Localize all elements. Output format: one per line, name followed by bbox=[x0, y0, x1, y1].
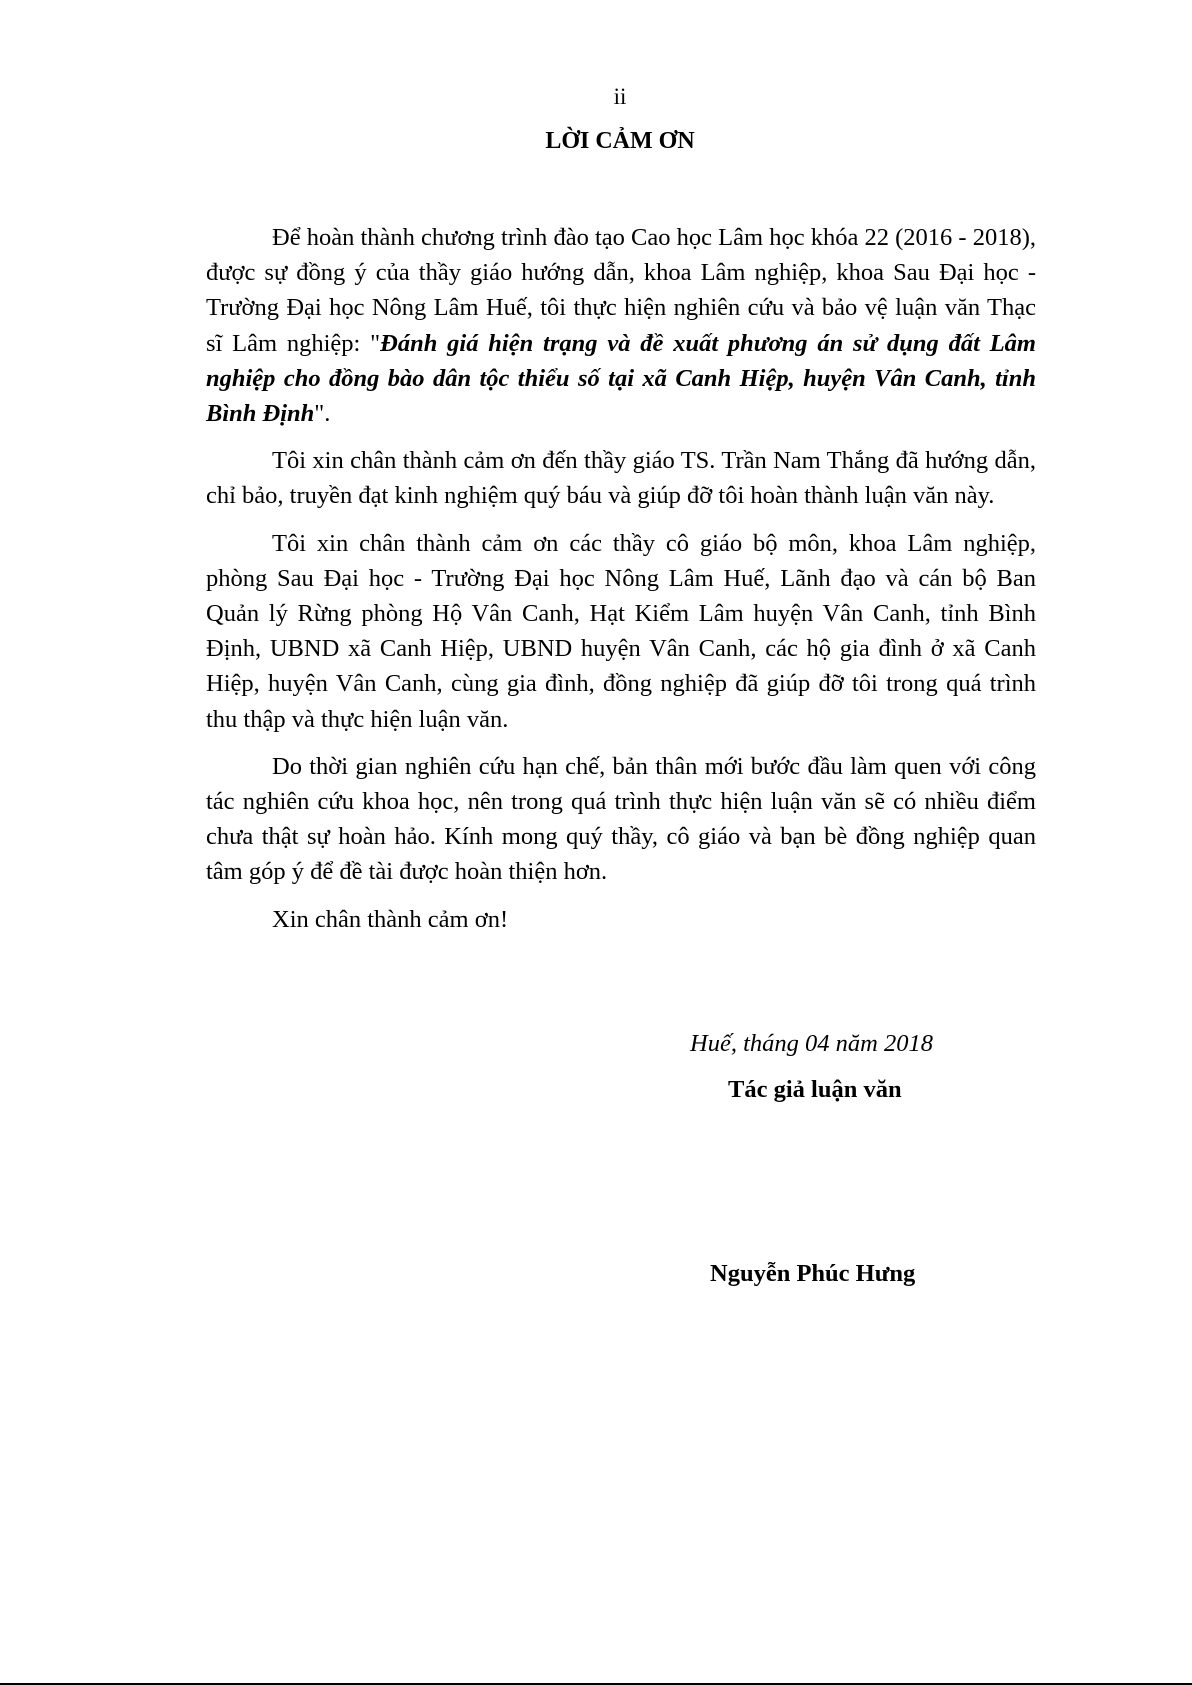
signature-role: Tác giả luận văn bbox=[728, 1076, 902, 1103]
signature-place-date: Huế, tháng 04 năm 2018 bbox=[690, 1030, 933, 1057]
thesis-title: Đánh giá hiện trạng và đề xuất phương án sử dụng đất Lâm nghiệp cho đồng bào dân tộc thiểu số tại xã Canh Hiệp, huyện Vân Canh, tỉnh Bình Định bbox=[206, 329, 1036, 428]
paragraph-intro-lead: Để hoàn thành chương trình đào tạo Cao học Lâm học khóa 22 (2016 - 2018), được sự đồng ý của thầy giáo hướng dẫn, khoa Lâm nghiệp, khoa Sau Đại học - Trường Đại học Nông Lâm Huế, tôi thực hiện nghiên cứu và bảo vệ luận văn Thạc sĩ Lâm nghiệp: " bbox=[206, 224, 1036, 357]
paragraph-intro-tail: ". bbox=[314, 400, 331, 428]
paragraph-closing: Xin chân thành cảm ơn! bbox=[272, 905, 509, 933]
paragraph-limitations: Do thời gian nghiên cứu hạn chế, bản thân mới bước đầu làm quen với công tác nghiên cứu khoa học, nên trong quá trình thực hiện luận văn sẽ có nhiều điểm chưa thật sự hoàn hảo. Kính mong quý thầy, cô giáo và bạn bè đồng nghiệp quan tâm góp ý để đề tài được hoàn thiện hơn. bbox=[206, 752, 1036, 886]
acknowledgement-body bbox=[206, 220, 1036, 949]
paragraph-advisor-thanks: Tôi xin chân thành cảm ơn đến thầy giáo TS. Trần Nam Thắng đã hướng dẫn, chỉ bảo, truyền đạt kinh nghiệm quý báu và giúp đỡ tôi hoàn thành luận văn này. bbox=[206, 447, 1036, 510]
page-number: ii bbox=[613, 84, 627, 109]
paragraph-intro bbox=[206, 220, 1036, 431]
author-name: Nguyễn Phúc Hưng bbox=[710, 1260, 916, 1287]
paragraph-institution-thanks: Tôi xin chân thành cảm ơn các thầy cô giáo bộ môn, khoa Lâm nghiệp, phòng Sau Đại học - Trường Đại học Nông Lâm Huế, Lãnh đạo và cán bộ Ban Quản lý Rừng phòng Hộ Vân Canh, Hạt Kiểm Lâm huyện Vân Canh, tỉnh Bình Định, UBND xã Canh Hiệp, UBND huyện Vân Canh, các hộ gia đình ở xã Canh Hiệp, huyện Vân Canh, cùng gia đình, đồng nghiệp đã giúp đỡ tôi trong quá trình thu thập và thực hiện luận văn. bbox=[206, 529, 1036, 733]
page-title: LỜI CẢM ƠN bbox=[545, 128, 695, 154]
